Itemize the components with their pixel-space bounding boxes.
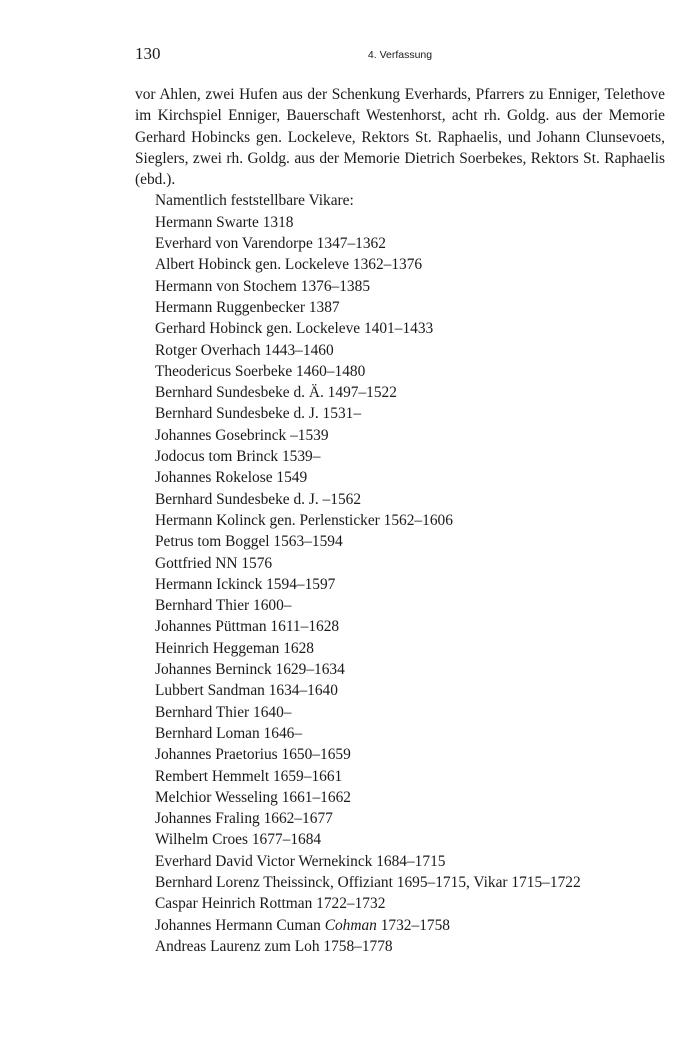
vicar-name: Bernhard Sundesbeke d. J. 1531– bbox=[155, 405, 362, 423]
vicar-list-item bbox=[155, 659, 665, 680]
vicar-name: Gerhard Hobinck gen. Lockeleve 1401–1433 bbox=[155, 320, 434, 338]
vicar-name: Theodericus Soerbeke 1460–1480 bbox=[155, 362, 366, 380]
vicar-name: Bernhard Thier 1600– bbox=[155, 597, 292, 615]
vicar-list-item bbox=[155, 936, 665, 957]
vicar-name: Johannes Fraling 1662–1677 bbox=[155, 810, 333, 828]
vicar-name: Johannes Püttman 1611–1628 bbox=[155, 618, 340, 636]
vicar-name: Johannes Berninck 1629–1634 bbox=[155, 661, 345, 679]
vicar-name: Jodocus tom Brinck 1539– bbox=[155, 448, 321, 466]
vicar-list-item bbox=[155, 361, 665, 382]
vicar-list-item bbox=[155, 595, 665, 616]
vicar-list-item bbox=[155, 808, 665, 829]
vicar-name: Andreas Laurenz zum Loh 1758–1778 bbox=[155, 937, 393, 955]
vicar-name: Johannes Praetorius 1650–1659 bbox=[155, 746, 351, 764]
vicar-name: Rembert Hemmelt 1659–1661 bbox=[155, 767, 343, 785]
vicar-name: Johannes Hermann Cuman bbox=[155, 916, 325, 934]
vicar-list bbox=[135, 212, 665, 957]
vicar-name: Hermann Kolinck gen. Perlensticker 1562–1606 bbox=[155, 511, 453, 529]
vicar-list-item bbox=[155, 531, 665, 552]
vicar-name: Melchior Wesseling 1661–1662 bbox=[155, 788, 351, 806]
vicar-name: Bernhard Lorenz Theissinck, Offiziant 1695–1715, Vikar 1715–1722 bbox=[155, 873, 581, 891]
vicar-list-item bbox=[155, 297, 665, 318]
vicar-list-item bbox=[155, 702, 665, 723]
vicar-name: Albert Hobinck gen. Lockeleve 1362–1376 bbox=[155, 256, 423, 274]
vicar-list-item bbox=[155, 872, 665, 893]
vicar-name: Bernhard Thier 1640– bbox=[155, 703, 292, 721]
vicar-list-item bbox=[155, 382, 665, 403]
vicar-list-item bbox=[155, 638, 665, 659]
vicar-list-item bbox=[155, 425, 665, 446]
vicar-list-item bbox=[155, 787, 665, 808]
vicar-list-item bbox=[155, 915, 665, 936]
book-page bbox=[135, 44, 665, 957]
running-head bbox=[135, 44, 665, 66]
vicar-name-variant: Cohman bbox=[324, 916, 377, 934]
vicar-name: Petrus tom Boggel 1563–1594 bbox=[155, 533, 343, 551]
vicar-name: Johannes Gosebrinck –1539 bbox=[155, 426, 329, 444]
list-heading: Namentlich feststellbare Vikare: bbox=[155, 192, 354, 210]
vicar-name: Everhard von Varendorpe 1347–1362 bbox=[155, 235, 386, 253]
vicar-name: Hermann Ickinck 1594–1597 bbox=[155, 575, 336, 593]
vicar-name: Hermann Swarte 1318 bbox=[155, 213, 294, 231]
vicar-list-item bbox=[155, 766, 665, 787]
vicar-list-item bbox=[155, 723, 665, 744]
vicar-list-item bbox=[155, 233, 665, 254]
vicar-name: Rotger Overhach 1443–1460 bbox=[155, 341, 334, 359]
vicar-list-item bbox=[155, 744, 665, 765]
vicar-name: Caspar Heinrich Rottman 1722–1732 bbox=[155, 895, 386, 913]
vicar-name: Bernhard Sundesbeke d. Ä. 1497–1522 bbox=[155, 384, 397, 402]
vicar-name: Wilhelm Croes 1677–1684 bbox=[155, 831, 322, 849]
vicar-name: Johannes Rokelose 1549 bbox=[155, 469, 308, 487]
vicar-name: Lubbert Sandman 1634–1640 bbox=[155, 682, 338, 700]
vicar-list-item bbox=[155, 276, 665, 297]
vicar-list-item bbox=[155, 340, 665, 361]
vicar-list-item bbox=[155, 446, 665, 467]
vicar-list-item bbox=[155, 893, 665, 914]
body-paragraph: vor Ahlen, zwei Hufen aus der Schenkung Everhards, Pfarrers zu Enniger, Telethove im Kirchspiel Enniger, Bauerschaft Westenhorst, acht rh. Goldg. aus der Memorie Gerhard Hobincks gen. Lockeleve, Rektors St. Raphaelis, und Johann Clunsevoets, Sieglers, zwei rh. Goldg. aus der Memorie Dietrich Soerbekes, Rektors St. Raphaelis (ebd.). bbox=[135, 86, 665, 189]
vicar-name: Everhard David Victor Wernekinck 1684–1715 bbox=[155, 852, 446, 870]
vicar-list-item bbox=[155, 318, 665, 339]
vicar-name: Bernhard Sundesbeke d. J. –1562 bbox=[155, 490, 362, 508]
vicar-name: Bernhard Loman 1646– bbox=[155, 724, 303, 742]
page-number: 130 bbox=[135, 44, 161, 63]
vicar-list-item bbox=[155, 574, 665, 595]
vicar-list-item bbox=[155, 616, 665, 637]
vicar-list-item bbox=[155, 212, 665, 233]
vicar-dates: 1732–1758 bbox=[376, 916, 450, 934]
vicar-list-item bbox=[155, 680, 665, 701]
vicar-name: Heinrich Heggeman 1628 bbox=[155, 639, 314, 657]
vicar-list-item bbox=[155, 467, 665, 488]
vicar-list-item bbox=[155, 403, 665, 424]
vicar-list-item bbox=[155, 510, 665, 531]
vicar-list-item bbox=[155, 553, 665, 574]
vicar-list-item bbox=[155, 254, 665, 275]
vicar-list-item bbox=[155, 489, 665, 510]
vicar-list-item bbox=[155, 829, 665, 850]
chapter-title: 4. Verfassung bbox=[367, 49, 433, 61]
vicar-name: Gottfried NN 1576 bbox=[155, 554, 273, 572]
vicar-list-item bbox=[155, 851, 665, 872]
vicar-name: Hermann Ruggenbecker 1387 bbox=[155, 298, 340, 316]
vicar-name: Hermann von Stochem 1376–1385 bbox=[155, 277, 371, 295]
